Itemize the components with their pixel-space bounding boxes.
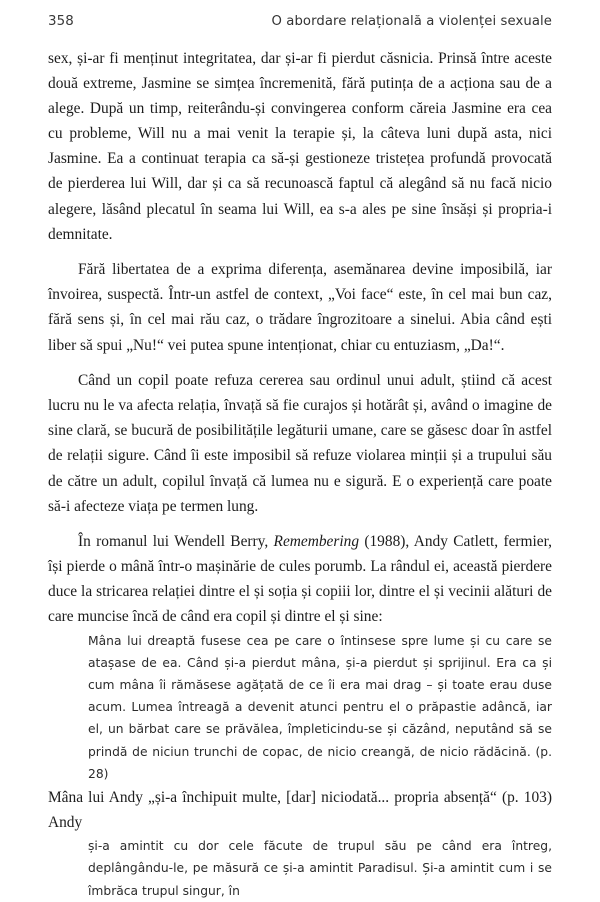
text-column xyxy=(48,46,552,902)
block-quotation-page-28: Mâna lui dreaptă fusese cea pe care o întinsese spre lume și cu care se atașase de ea. Când și-a pierdut mâna, și-a pierdut și sprijinul. Era ca și cum mâna îi rămăsese agățată de ce îi era mai drag – și toate erau duse acum. Lumea întreagă a devenit atunci pentru el o prăpastie adâncă, iar el, un bărbat care se prăvălea, împleticindu-se și căzând, neputând să se prindă de niciun trunchi de copac, de nicio creangă, de nicio rădăcină. (p. 28) xyxy=(88,633,552,781)
paragraph-wendell-berry-lead: În romanul lui Wendell Berry, xyxy=(78,533,274,551)
block-quotation-remembering-body: și-a amintit cu dor cele făcute de trupul său pe când era întreg, deplângându-le, pe măsură ce și-a amintit Paradisul. Și-a amintit cum i se îmbrăca trupul singur, în xyxy=(88,839,552,898)
paragraph-wendell-berry-tail: (1988), Andy Catlett, fermier, își pierde o mână într-o mașinărie de cules porumb. La rândul ei, această pierdere duce la stricarea relației dintre el și soția și copiii lor, dintre el și vecinii alături de care muncise încă de când era copil și dintre el și sine: xyxy=(48,533,552,626)
running-header-title: O abordare relațională a violenței sexuale xyxy=(271,14,552,29)
paragraph-continuation: sex, și-ar fi menținut integritatea, dar și-ar fi pierdut căsnicia. Prinsă între aceste două extreme, Jasmine se simțea încremenită, fără putința de a acționa sau de a alege. După un timp, reiterându-și convingerea conform căreia Jasmine era cea cu probleme, Will nu a mai venit la terapie și, la câteva luni după asta, nici Jasmine. Ea a continuat terapia ca să-și gestioneze tristețea profundă provocată de pierderea lui Will, dar și ca să recunoască faptul că alegând să nu facă nicio alegere, lăsând plecatul în seama lui Will, ea s-a ales pe sine însăși și propria-i demnitate. xyxy=(48,50,552,243)
book-title-remembering: Remembering xyxy=(273,533,360,551)
paragraph-child-refusal: Când un copil poate refuza cererea sau ordinul unui adult, știind că acest lucru nu le va afecta relația, învață să fie curajos și hotărât și, având o imagine de sine clară, se bucură de posibilitățile legăturii umane, care se găsesc doar în astfel de relații sigure. Când îi este imposibil să refuze violarea minții și a trupului său de către un adult, copilul învață că lumea nu e sigură. E o experiență care poate să-i afecteze viața pe termen lung. xyxy=(48,372,552,515)
paragraph-freedom-difference: Fără libertatea de a exprima diferența, asemănarea devine imposibilă, iar învoirea, suspectă. Într-un astfel de context, „Voi face“ este, în cel mai bun caz, fără sens și, în cel mai rău caz, o trădare îngrozitoare a sinelui. Abia când ești liber să spui „Nu!“ vei putea spune intenționat, chiar cu entuziasm, „Da!“. xyxy=(48,261,552,354)
page-number: 358 xyxy=(48,14,74,29)
paragraph-wendell-berry xyxy=(48,529,552,629)
running-header xyxy=(48,14,552,36)
paragraph-andy-hand: Mâna lui Andy „și-a închipuit multe, [dar] niciodată... propria absență“ (p. 103) Andy xyxy=(48,788,552,832)
